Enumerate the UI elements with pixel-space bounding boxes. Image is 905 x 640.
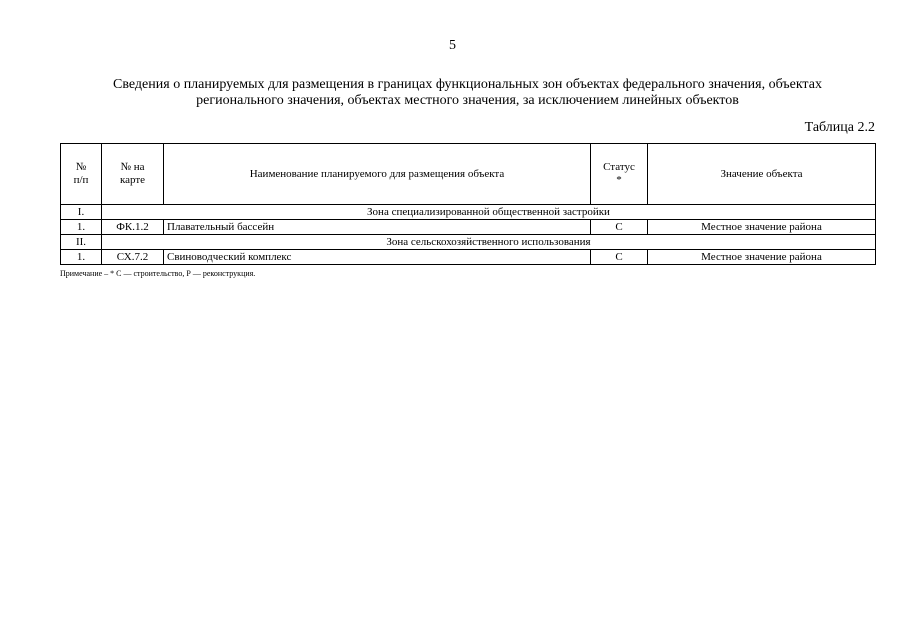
table-row <box>61 220 876 235</box>
zone-row <box>61 235 876 250</box>
zone-name: Зона специализированной общественной застройки <box>102 205 876 220</box>
row-status: С <box>591 250 648 265</box>
document-title-line-2: регионального значения, объектах местного значения, за исключением линейных объектов <box>196 93 739 108</box>
row-object-name: Плавательный бассейн <box>164 220 591 235</box>
row-number: 1. <box>61 220 102 235</box>
header-status <box>591 144 648 205</box>
objects-table <box>60 143 876 265</box>
header-number-line-1: № <box>75 161 87 173</box>
header-number <box>61 144 102 205</box>
header-map-line-2: карте <box>119 174 146 186</box>
table-note: Примечание – * С — строительство, Р — реконструкция. <box>60 269 256 278</box>
header-object-name: Наименование планируемого для размещения объекта <box>164 144 591 205</box>
document-title-line-1: Сведения о планируемых для размещения в границах функциональных зон объектах федерального значения, объектах <box>113 77 822 92</box>
zone-name: Зона сельскохозяйственного использования <box>102 235 876 250</box>
header-status-line-1: Статус <box>603 161 635 173</box>
zone-number: II. <box>61 235 102 250</box>
row-object-value: Местное значение района <box>648 250 876 265</box>
zone-row <box>61 205 876 220</box>
table-row <box>61 250 876 265</box>
header-map-number <box>102 144 164 205</box>
row-map-number: ФК.1.2 <box>102 220 164 235</box>
zone-number: I. <box>61 205 102 220</box>
table-label: Таблица 2.2 <box>804 120 875 135</box>
header-status-line-2: * <box>616 174 622 186</box>
header-map-line-1: № на <box>120 161 145 173</box>
row-status: С <box>591 220 648 235</box>
row-object-name: Свиноводческий комплекс <box>164 250 591 265</box>
header-number-line-2: п/п <box>73 174 89 186</box>
row-object-value: Местное значение района <box>648 220 876 235</box>
row-map-number: СХ.7.2 <box>102 250 164 265</box>
row-number: 1. <box>61 250 102 265</box>
table-header-row <box>61 144 876 205</box>
page-number: 5 <box>449 38 456 53</box>
header-object-value: Значение объекта <box>648 144 876 205</box>
document-title <box>60 77 875 109</box>
